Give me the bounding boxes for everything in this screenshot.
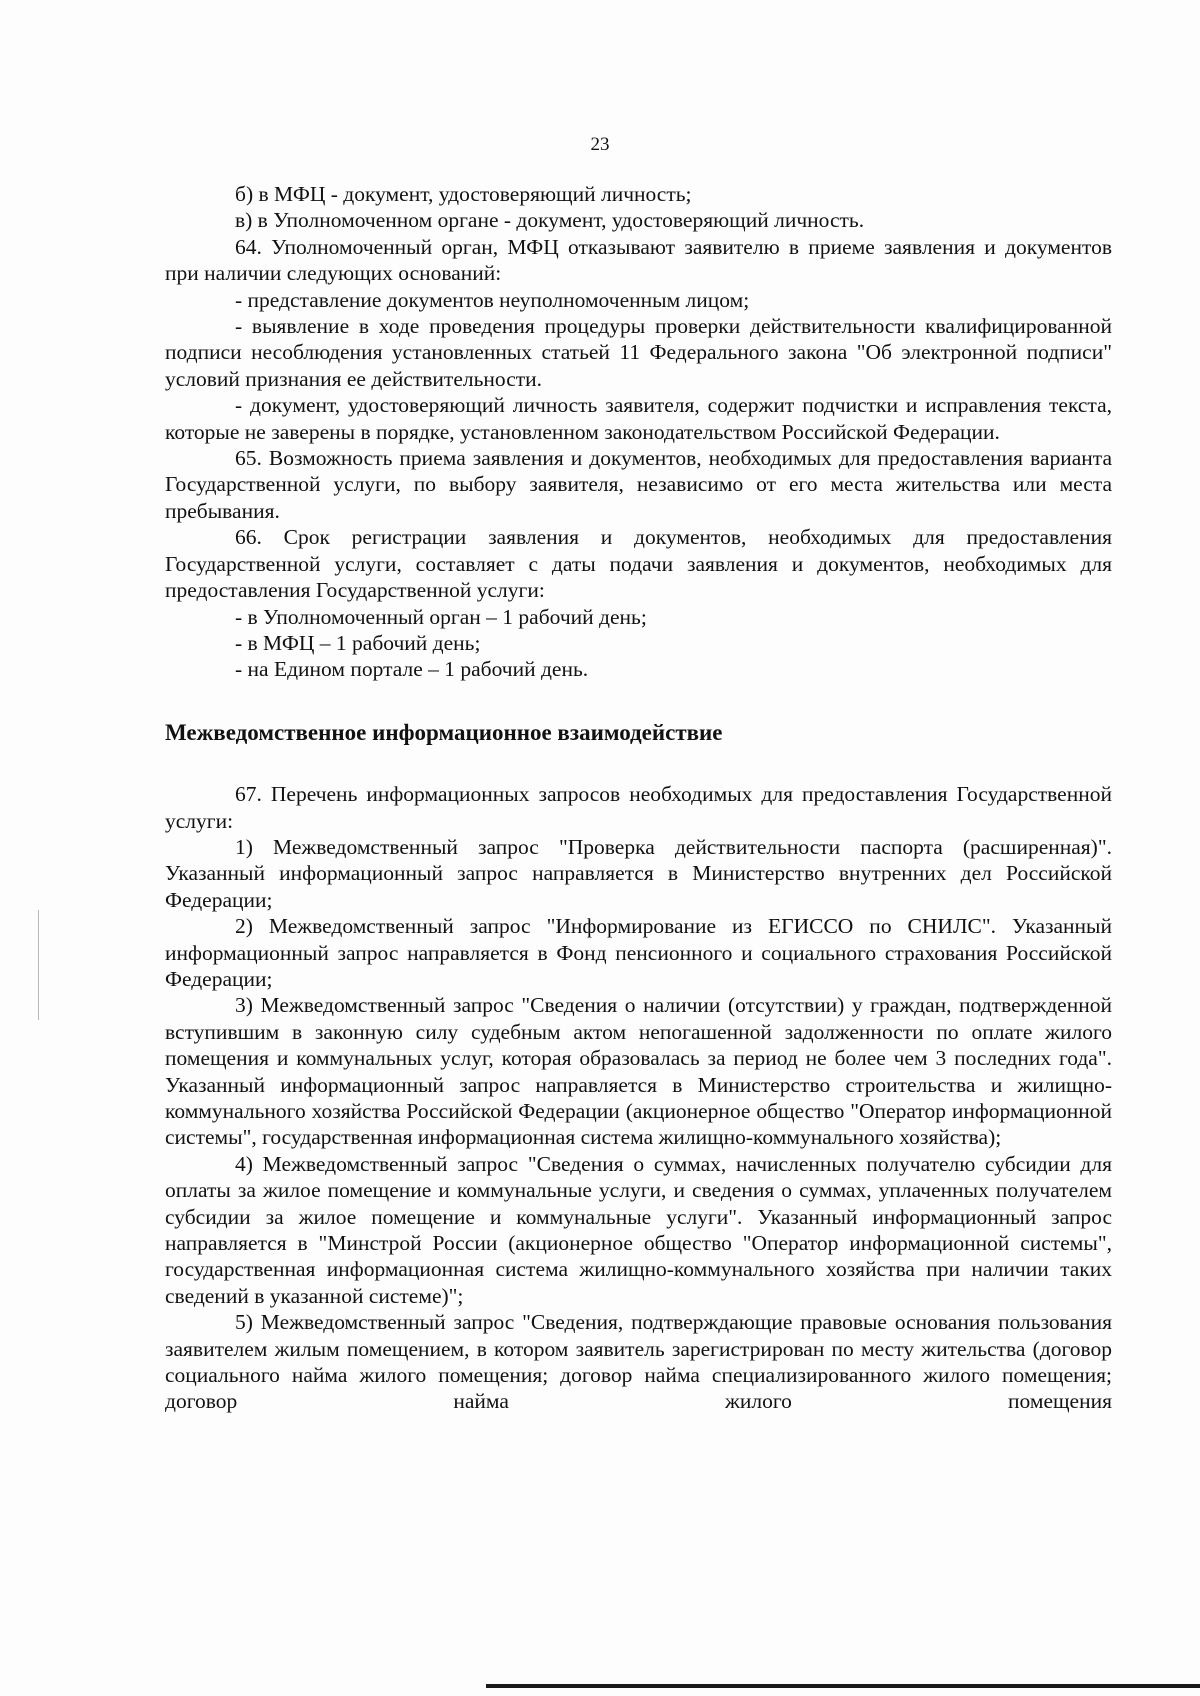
- page-number: 23: [590, 134, 610, 155]
- scan-bottom-edge: [486, 1684, 1200, 1688]
- paragraph-67-item-4: 4) Межведомственный запрос "Сведения о суммах, начисленных получателю субсидии для оплаты за жилое помещение и коммунальные услуги, и сведения о суммах, уплаченных получателем субсидии за жилое помещение и коммунальные услуги". Указанный информационный запрос направляется в "Минстрой России (акционерное общество "Оператор информационной системы", государственная информационная система жилищно-коммунального хозяйства при наличии таких сведений в указанной системе)";: [165, 1151, 1112, 1308]
- paragraph-64-item-1: - представление документов неуполномоченным лицом;: [235, 287, 750, 312]
- paragraph-67: 67. Перечень информационных запросов необходимых для предоставления Государственной услуги:: [165, 782, 1112, 833]
- paragraph-66-item-1: - в Уполномоченный орган – 1 рабочий день;: [235, 604, 647, 629]
- scan-margin-mark: [38, 910, 39, 1020]
- paragraph-66-item-2: - в МФЦ – 1 рабочий день;: [235, 630, 481, 655]
- paragraph-65: 65. Возможность приема заявления и документов, необходимых для предоставления варианта Государственной услуги, по выбору заявителя, независимо от его места жительства или места пребывания.: [165, 446, 1112, 523]
- paragraph-67-item-3: 3) Межведомственный запрос "Сведения о наличии (отсутствии) у граждан, подтвержденной вступившим в законную силу судебным актом непогашенной задолженности по оплате жилого помещения и коммунальных услуг, которая образовалась за период не более чем 3 последних года". Указанный информационный запрос направляется в Министерство строительства и жилищно-коммунального хозяйства Российской Федерации (акционерное общество "Оператор информационной системы", государственная информационная система жилищно-коммунального хозяйства);: [165, 993, 1112, 1150]
- paragraph-b: б) в МФЦ - документ, удостоверяющий личность;: [235, 182, 692, 206]
- paragraph-66-item-3: - на Едином портале – 1 рабочий день.: [235, 657, 589, 682]
- paragraph-67-item-1: 1) Межведомственный запрос "Проверка действительности паспорта (расширенная)". Указанный информационный запрос направляется в Министерство внутренних дел Российской Федерации;: [165, 834, 1112, 912]
- paragraph-64-item-2: - выявление в ходе проведения процедуры проверки действительности квалифицированной подписи несоблюдения установленных статьей 11 Федерального закона "Об электронной подписи" условий признания ее действительности.: [165, 314, 1112, 391]
- document-body: [165, 181, 1112, 1415]
- paragraph-64: 64. Уполномоченный орган, МФЦ отказывают заявителю в приеме заявления и документов при наличии следующих оснований:: [165, 234, 1112, 286]
- paragraph-64-item-3: - документ, удостоверяющий личность заявителя, содержит подчистки и исправления текста, которые не заверены в порядке, установленном законодательством Российской Федерации.: [165, 393, 1112, 444]
- section-title: Межведомственное информационное взаимодействие: [165, 719, 723, 745]
- paragraph-v: в) в Уполномоченном органе - документ, удостоверяющий личность.: [235, 208, 865, 233]
- paragraph-66: 66. Срок регистрации заявления и документов, необходимых для предоставления Государственной услуги, составляет с даты подачи заявления и документов, необходимых для предоставления Государственной услуги:: [165, 525, 1112, 603]
- paragraph-67-item-2: 2) Межведомственный запрос "Информирование из ЕГИССО по СНИЛС". Указанный информационный запрос направляется в Фонд пенсионного и социального страхования Российской Федерации;: [165, 914, 1112, 991]
- paragraph-67-item-5: 5) Межведомственный запрос "Сведения, подтверждающие правовые основания пользования заявителем жилым помещением, в котором заявитель зарегистрирован по месту жительства (договор социального найма жилого помещения; договор найма специализированного жилого помещения; договор найма жилого помещения: [165, 1310, 1112, 1414]
